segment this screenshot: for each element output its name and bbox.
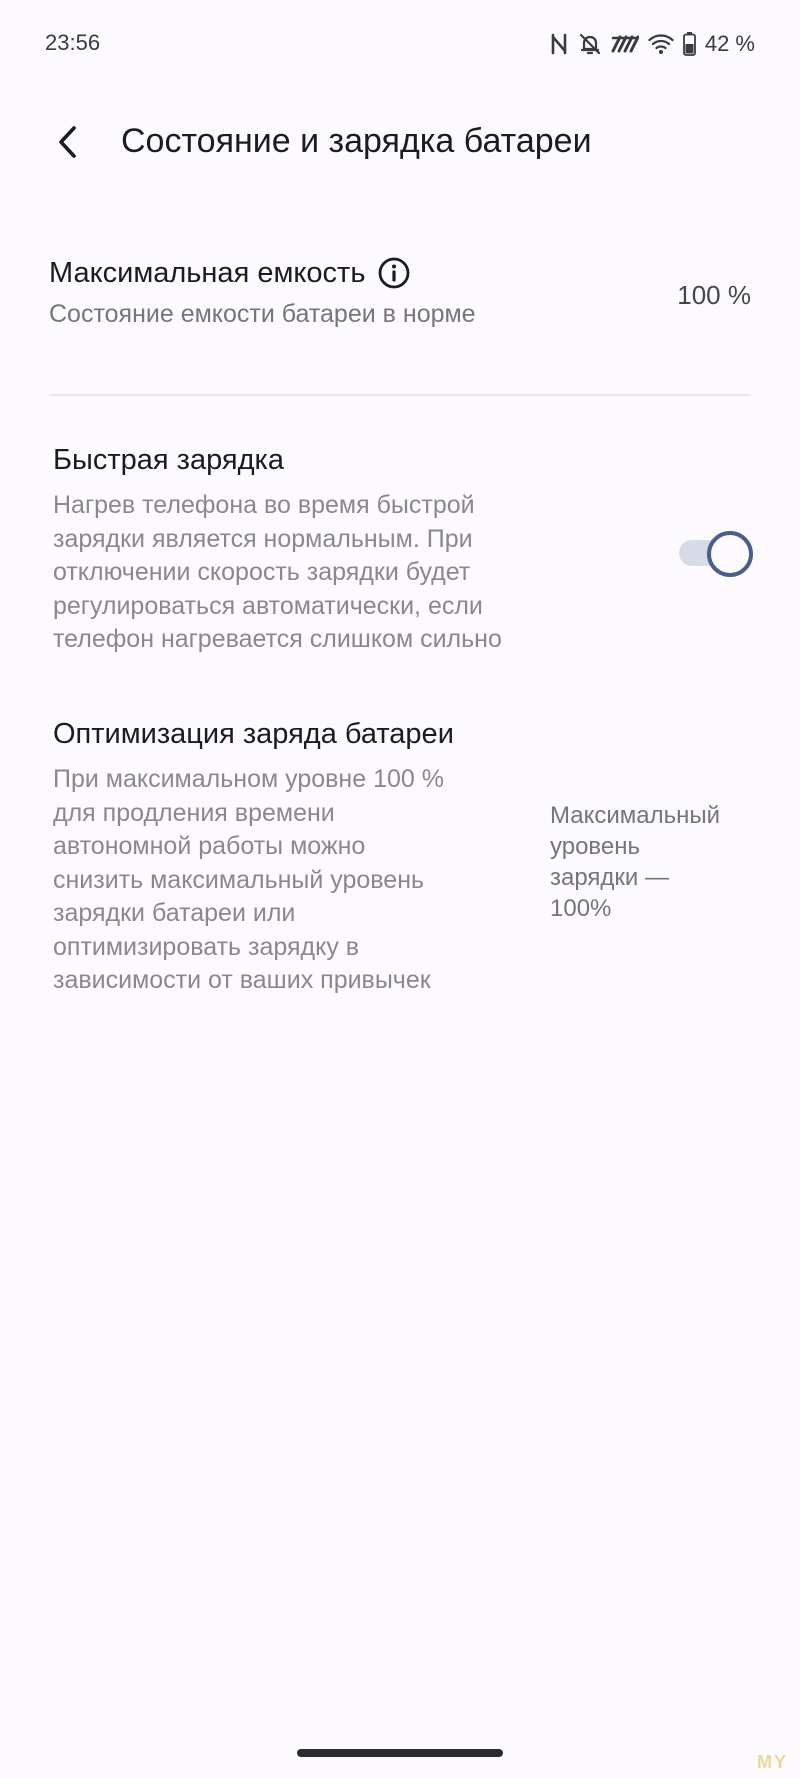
max-capacity-subtitle: Состояние емкости батареи в норме [49,300,476,328]
bell-off-icon [578,32,602,56]
battery-percentage: 42 % [704,31,755,56]
chevron-left-icon [56,125,80,164]
status-time: 23:56 [45,30,101,55]
fast-charging-description: Нагрев телефона во время быстрой зарядки является нормальным. При отключении скорость зарядки будет регулироваться автоматически, если телефон нагревается слишком сильно [53,491,502,653]
wifi-icon [648,33,674,55]
max-capacity-title-line [49,256,751,290]
fast-charging-toggle[interactable] [669,528,753,578]
max-capacity-value: 100 % [677,280,751,310]
status-bar [0,0,800,88]
charge-optimization-row[interactable] [53,718,753,1008]
back-button[interactable] [40,116,96,172]
nfc-icon [549,33,569,55]
toggle-thumb [707,531,753,577]
watermark: MY [757,1752,788,1772]
charge-optimization-description: При максимальном уровне 100 % для продления времени автономной работы можно снизить максимальный уровень зарядки батареи или оптимизировать зарядку в зависимости от ваших привычек [53,765,444,994]
top-app-bar [0,108,800,178]
page-title: Состояние и зарядка батареи [121,122,592,160]
battery-icon [683,32,696,56]
info-icon[interactable] [377,256,411,290]
divider [49,394,751,396]
fast-charging-row[interactable] [53,444,753,664]
status-icons [549,30,755,58]
fast-charging-title: Быстрая зарядка [53,444,284,476]
max-capacity-title: Максимальная емкость [49,256,366,289]
charge-optimization-title: Оптимизация заряда батареи [53,718,454,750]
max-capacity-row[interactable] [49,256,751,346]
volte-icon [611,34,639,54]
home-indicator[interactable] [297,1749,503,1757]
charge-optimization-value: Максимальный уровень зарядки — 100% [550,802,721,922]
